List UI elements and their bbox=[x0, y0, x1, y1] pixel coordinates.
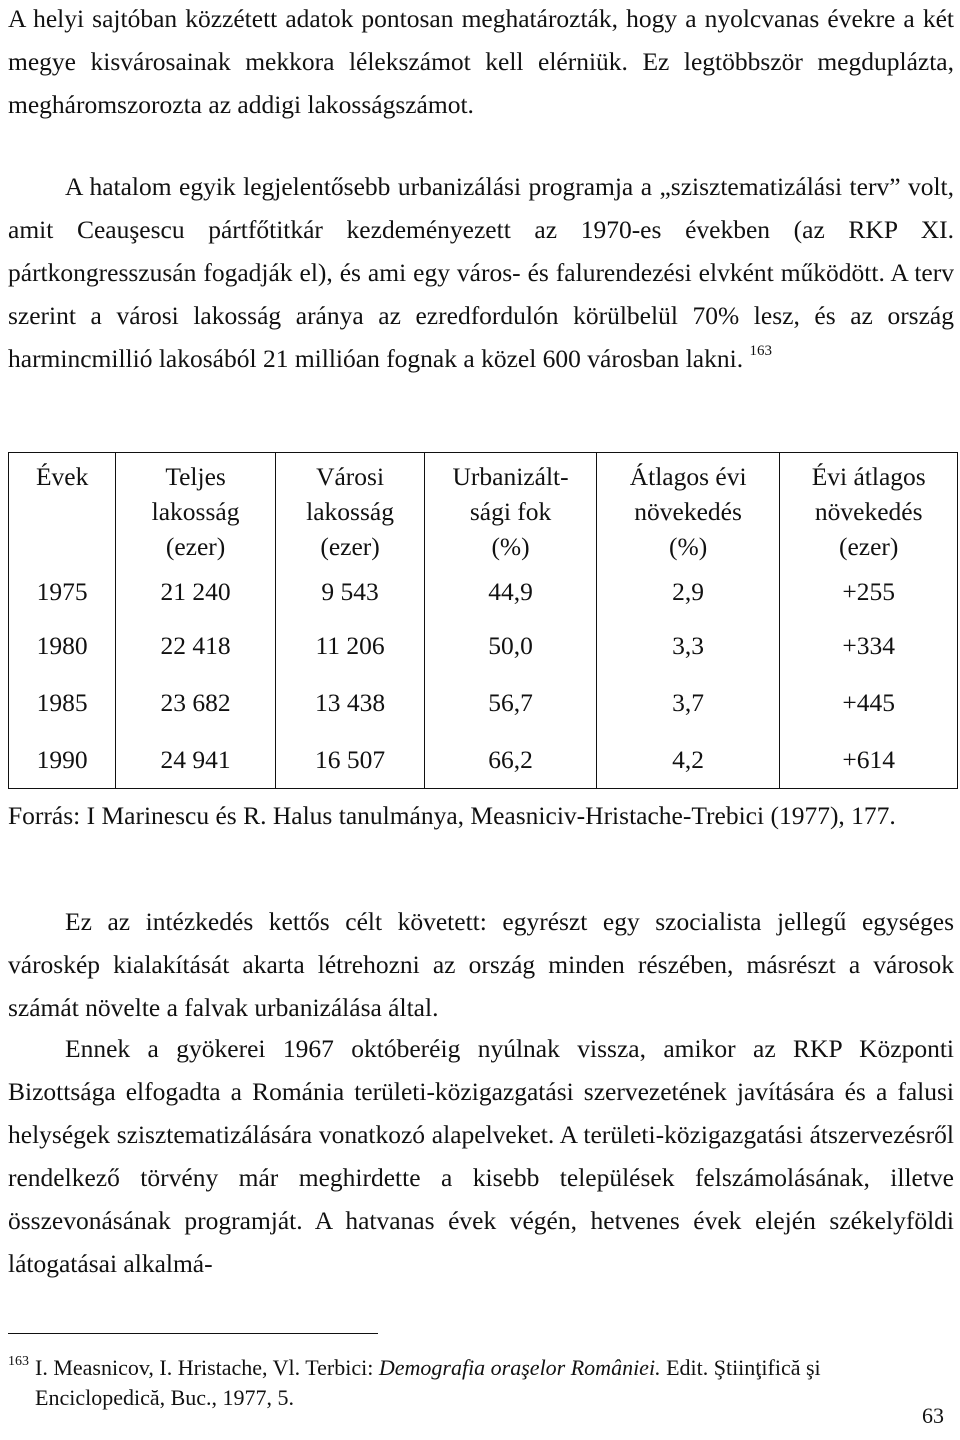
urbanization-table bbox=[8, 452, 958, 789]
table-cell: 3,7 bbox=[596, 674, 780, 731]
table-row bbox=[9, 674, 958, 731]
header-annual-avg-growth-thousand: Évi átlagos növekedés (ezer) bbox=[780, 453, 958, 568]
table-cell: +445 bbox=[780, 674, 958, 731]
paragraph-2-text: A hatalom egyik legjelentősebb urbanizálási programja a „szisztematizálási terv” volt, amit Ceauşescu pártfőtitkár kezdeményezett az 1970-es években (az RKP XI. pártkongresszusán fogadják el), és ami egy város- és falurendezési elvként működött. A terv szerint a városi lakosság aránya az ezredfordulón körülbelül 70% lesz, és az ország harmincmillió lakosából 21 millióan fognak a közel 600 városban lakni. bbox=[8, 172, 954, 373]
table-cell: 9 543 bbox=[275, 567, 424, 617]
table-cell: 23 682 bbox=[116, 674, 276, 731]
paragraph-3: Ez az intézkedés kettős célt követett: egyrészt egy szocialista jellegű egységes városkép kialakítását akarta létrehozni az ország minden részében, másrészt a városok számát növelte a falvak urbanizálása által. bbox=[8, 907, 954, 1022]
header-total-population: Teljes lakosság (ezer) bbox=[116, 453, 276, 568]
paragraph-2 bbox=[8, 165, 954, 380]
table-cell: 22 418 bbox=[116, 617, 276, 674]
table-row bbox=[9, 731, 958, 789]
table-cell: 21 240 bbox=[116, 567, 276, 617]
table-cell: +614 bbox=[780, 731, 958, 789]
table-row bbox=[9, 567, 958, 617]
table-cell: 24 941 bbox=[116, 731, 276, 789]
page-number: 63 bbox=[922, 1403, 944, 1428]
table-cell: 11 206 bbox=[275, 617, 424, 674]
header-urbanization-rate: Urbanizált- sági fok (%) bbox=[425, 453, 597, 568]
table-cell: 1985 bbox=[9, 674, 116, 731]
footnote-divider bbox=[8, 1333, 378, 1334]
table-cell: 50,0 bbox=[425, 617, 597, 674]
table-header-row bbox=[9, 453, 958, 568]
table-source: Forrás: I Marinescu és R. Halus tanulmánya, Measniciv-Hristache-Trebici (1977), 177. bbox=[8, 801, 896, 830]
table-row bbox=[9, 617, 958, 674]
footnote-163 bbox=[8, 1353, 954, 1413]
footnote-mark: 163 bbox=[8, 1354, 29, 1369]
table-cell: 2,9 bbox=[596, 567, 780, 617]
paragraph-1: A helyi sajtóban közzétett adatok pontosan meghatározták, hogy a nyolcvanas évekre a két megye kisvárosainak mekkora lélekszámot kell elérniük. Ez legtöbbször megduplázta, megháromszorozta az addigi lakosságszámot. bbox=[8, 4, 954, 119]
header-years: Évek bbox=[9, 453, 116, 568]
header-avg-annual-growth-pct: Átlagos évi növekedés (%) bbox=[596, 453, 780, 568]
table-cell: 1975 bbox=[9, 567, 116, 617]
table-cell: 1980 bbox=[9, 617, 116, 674]
table-cell: 13 438 bbox=[275, 674, 424, 731]
table-cell: 44,9 bbox=[425, 567, 597, 617]
table-cell: 16 507 bbox=[275, 731, 424, 789]
footnote-reference[interactable]: 163 bbox=[749, 343, 772, 359]
table-cell: +334 bbox=[780, 617, 958, 674]
table-cell: 56,7 bbox=[425, 674, 597, 731]
table-cell: +255 bbox=[780, 567, 958, 617]
table-cell: 1990 bbox=[9, 731, 116, 789]
footnote-title: Demografia oraşelor României. bbox=[378, 1355, 661, 1380]
table-cell: 66,2 bbox=[425, 731, 597, 789]
footnote-text: I. Measnicov, I. Hristache, Vl. Terbici: Demografia oraşelor României. Edit. Ştiinţifică şi Enciclopedică, Buc., 1977, 5. bbox=[35, 1355, 821, 1410]
paragraph-4: Ennek a gyökerei 1967 októberéig nyúlnak vissza, amikor az RKP Központi Bizottsága elfogadta a Románia területi-közigazgatási szervezetének javítására és a falusi helységek szisztematizálására vonatkozó alapelveket. A területi-közigazgatási átszervezésről rendelkező törvény már meghirdette a kisebb települések felszámolásának, illetve összevonásának programját. A hatvanas évek végén, hetvenes évek elején székelyföldi látogatásai alkalmá- bbox=[8, 1034, 954, 1278]
table-cell: 4,2 bbox=[596, 731, 780, 789]
table-cell: 3,3 bbox=[596, 617, 780, 674]
header-urban-population: Városi lakosság (ezer) bbox=[275, 453, 424, 568]
